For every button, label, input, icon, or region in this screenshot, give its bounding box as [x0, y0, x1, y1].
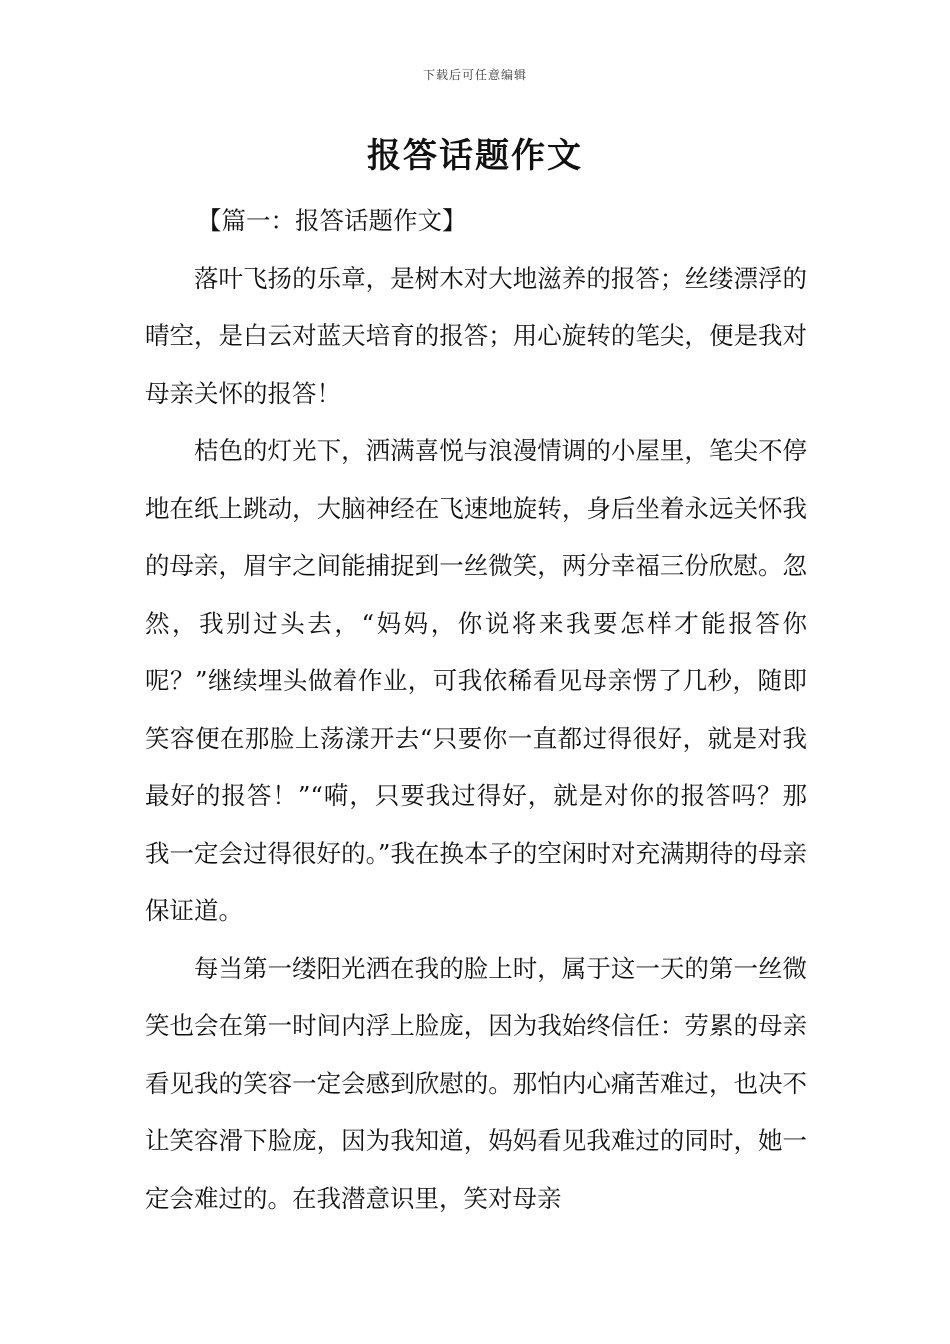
document-body — [145, 192, 807, 1227]
paragraph-1: 落叶飞扬的乐章，是树木对大地滋养的报答；丝缕漂浮的晴空，是白云对蓝天培育的报答；用心旋转的笔尖，便是我对母亲关怀的报答！ — [145, 263, 807, 408]
document-title: 报答话题作文 — [367, 136, 583, 176]
section-heading: 【篇一：报答话题作文】 — [197, 206, 467, 235]
paragraph-3: 每当第一缕阳光洒在我的脸上时，属于这一天的第一丝微笑也会在第一时间内浮上脸庞，因为我始终信任：劳累的母亲看见我的笑容一定会感到欣慰的。那怕内心痛苦难过，也决不让笑容滑下脸庞，因为我知道，妈妈看见我难过的同时，她一定会难过的。在我潜意识里，笑对母亲 — [145, 953, 807, 1213]
header-note: 下载后可任意编辑 — [422, 68, 527, 82]
paragraph-2: 桔色的灯光下，洒满喜悦与浪漫情调的小屋里，笔尖不停地在纸上跳动，大脑神经在飞速地旋转，身后坐着永远关怀我的母亲，眉宇之间能捕捉到一丝微笑，两分幸福三份欣慰。忽然，我别过头去，“妈妈，你说将来我要怎样才能报答你呢？”继续埋头做着作业，可我依稀看见母亲愣了几秒，随即笑容便在那脸上荡漾开去“只要你一直都过得很好，就是对我最好的报答！”“嗬，只要我过得好，就是对你的报答吗？那我一定会过得很好的。”我在换本子的空闲时对充满期待的母亲保证道。 — [145, 436, 807, 925]
